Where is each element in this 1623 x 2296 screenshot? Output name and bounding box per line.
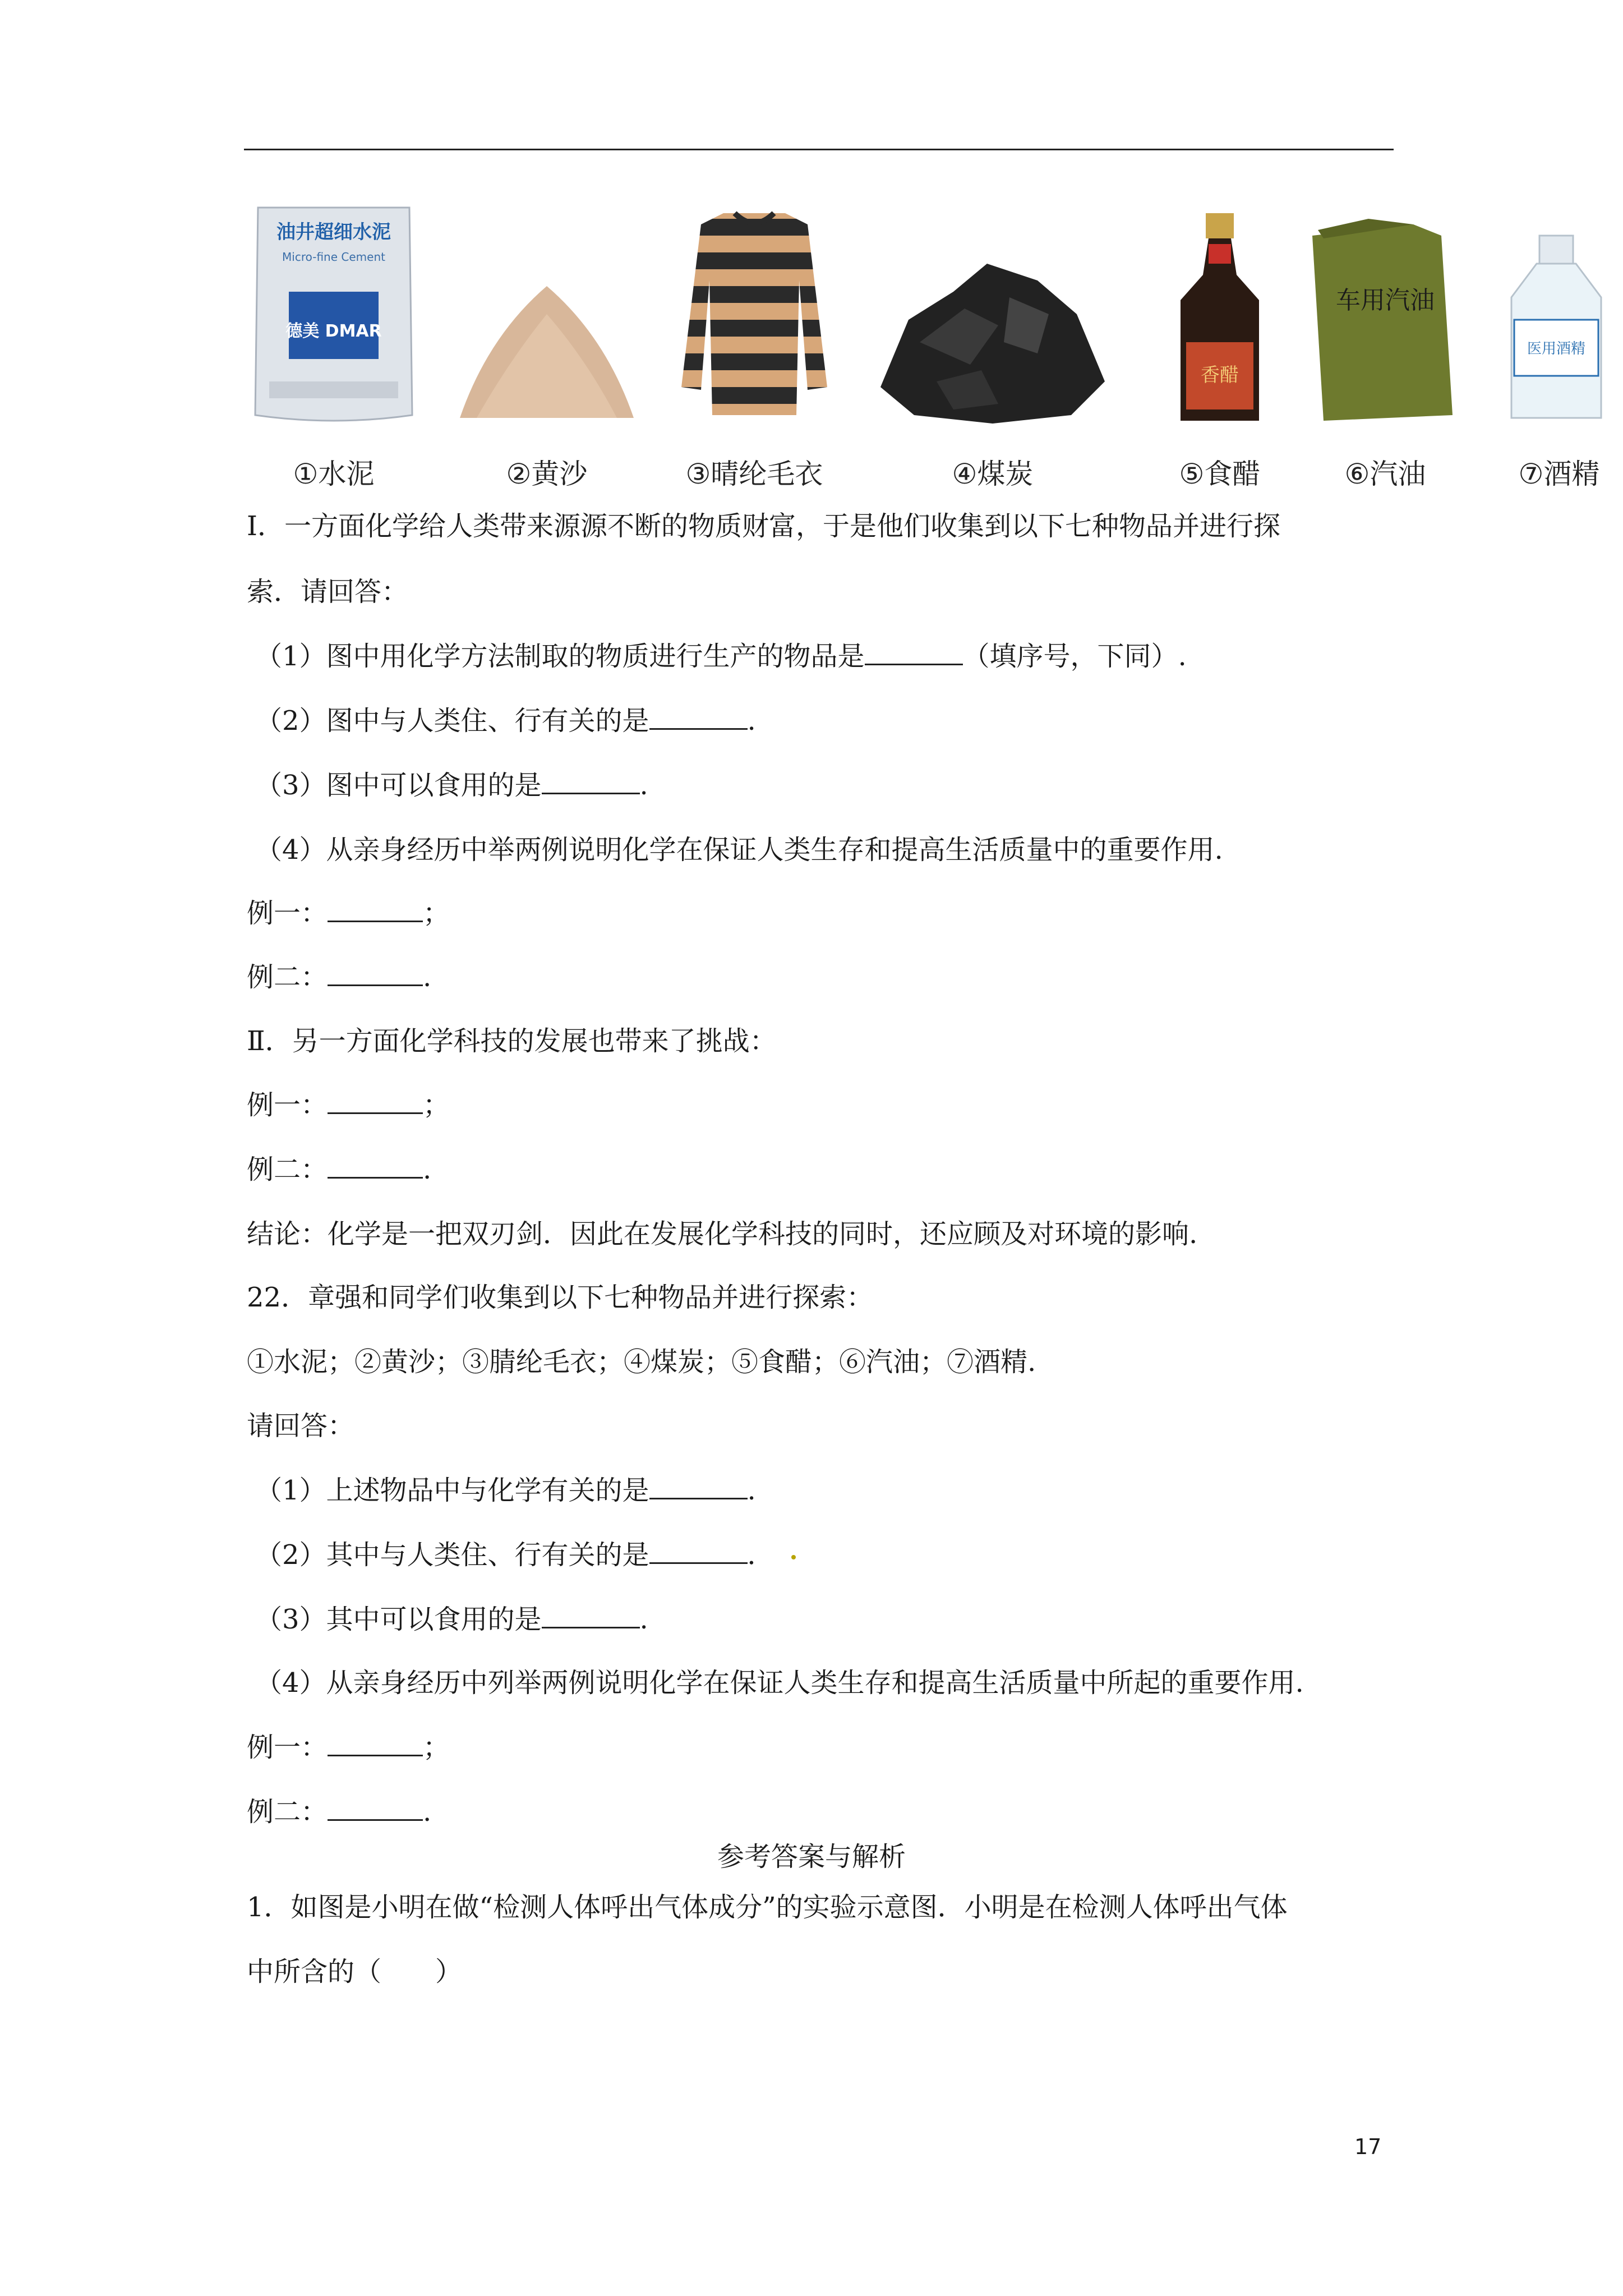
question-text: （填序号，下同）. <box>962 641 1187 672</box>
punctuation: ； <box>423 898 450 929</box>
item-sweater <box>656 202 852 505</box>
section2-conclusion: 结论：化学是一把双刃剑．因此在发展化学科技的同时，还应顾及对环境的影响. <box>247 1218 1198 1250</box>
section2-example-2 <box>247 1153 431 1186</box>
punctuation: . <box>423 961 432 993</box>
question-text: （2）图中与人类住、行有关的是 <box>255 705 649 737</box>
answer-blank[interactable] <box>865 641 963 665</box>
item-cement <box>241 202 426 505</box>
alcohol-bottle-image <box>1497 202 1621 432</box>
section2-intro: Ⅱ．另一方面化学科技的发展也带来了挑战： <box>247 1025 777 1057</box>
section1-intro-a: Ⅰ．一方面化学给人类带来源源不断的物质财富，于是他们收集到以下七种物品并进行探 <box>247 510 1280 542</box>
answer-blank[interactable] <box>542 1604 640 1628</box>
question-text: . <box>639 1604 648 1635</box>
item-label: ②黄沙 <box>506 458 588 490</box>
answer-blank[interactable] <box>328 1154 423 1179</box>
answer-blank[interactable] <box>328 962 423 986</box>
answer-blank[interactable] <box>542 770 640 794</box>
item-alcohol <box>1497 202 1621 505</box>
question-text: （3）其中可以食用的是 <box>255 1604 542 1635</box>
q22-q1 <box>255 1474 756 1507</box>
svg-text:油井超细水泥: 油井超细水泥 <box>276 221 391 243</box>
svg-text:Micro-fine Cement: Micro-fine Cement <box>282 250 385 264</box>
svg-text:德美 DMAR: 德美 DMAR <box>285 321 382 341</box>
question-text: （1）上述物品中与化学有关的是 <box>255 1475 649 1506</box>
section2-example-1 <box>247 1088 450 1122</box>
question-text: . <box>639 770 648 801</box>
q22-ask: 请回答： <box>247 1410 355 1442</box>
answers-heading: 参考答案与解析 <box>717 1841 906 1872</box>
items-figure <box>241 202 1621 505</box>
item-label: ⑦酒精 <box>1518 458 1600 490</box>
item-label: ④煤炭 <box>952 458 1034 490</box>
sweater-image <box>656 202 852 432</box>
answer-blank[interactable] <box>328 1797 423 1821</box>
section1-q2 <box>255 704 756 738</box>
svg-text:香醋: 香醋 <box>1201 364 1239 386</box>
q22-example-1 <box>247 1731 450 1764</box>
sand-pile-image <box>454 202 639 432</box>
section1-q4: （4）从亲身经历中举两例说明化学在保证人类生存和提高生活质量中的重要作用. <box>255 834 1223 866</box>
q22-q3 <box>255 1603 648 1636</box>
answer-blank[interactable] <box>649 1475 748 1499</box>
answer-blank[interactable] <box>328 1090 423 1114</box>
punctuation: . <box>423 1154 432 1185</box>
item-label: ⑤食醋 <box>1179 458 1261 490</box>
example-label: 例二： <box>247 961 328 993</box>
item-label: ⑥汽油 <box>1344 458 1426 490</box>
punctuation: . <box>423 1796 432 1828</box>
question-text: （3）图中可以食用的是 <box>255 770 542 801</box>
item-label: ①水泥 <box>293 458 375 490</box>
fuel-can-image <box>1301 202 1469 432</box>
q22-q2 <box>255 1538 796 1572</box>
q22-item-list: ①水泥；②黄沙；③腈纶毛衣；④煤炭；⑤食醋；⑥汽油；⑦酒精. <box>247 1346 1036 1378</box>
item-gasoline <box>1301 202 1469 505</box>
answer-blank[interactable] <box>649 1540 748 1564</box>
item-sand <box>454 202 639 505</box>
answers-q1-line-a: 1．如图是小明在做“检测人体呼出气体成分”的实验示意图．小明是在检测人体呼出气体 <box>247 1892 1288 1923</box>
answer-blank[interactable] <box>328 1732 423 1756</box>
example-label: 例二： <box>247 1796 328 1828</box>
cement-bag-image <box>241 202 426 432</box>
punctuation: ； <box>423 1089 450 1121</box>
coal-image <box>869 202 1116 432</box>
section1-example-1 <box>247 896 450 930</box>
answer-blank[interactable] <box>649 706 748 730</box>
section1-q1 <box>255 639 1187 673</box>
svg-text:医用酒精: 医用酒精 <box>1527 341 1586 357</box>
example-label: 例一： <box>247 898 328 929</box>
page-number: 17 <box>1354 2134 1382 2159</box>
header-rule <box>244 149 1394 150</box>
answer-blank[interactable] <box>328 898 423 922</box>
item-vinegar <box>1155 202 1284 505</box>
section1-intro-b: 索．请回答： <box>247 576 409 608</box>
question-text: . <box>747 1475 756 1506</box>
question-text: （2）其中与人类住、行有关的是 <box>255 1539 649 1571</box>
item-coal <box>869 202 1116 505</box>
example-label: 例一： <box>247 1089 328 1121</box>
question-text: ． <box>747 1539 774 1571</box>
punctuation: ； <box>423 1732 450 1763</box>
question-text: （1）图中用化学方法制取的物质进行生产的物品是 <box>255 641 865 672</box>
q22-title: 22．章强和同学们收集到以下七种物品并进行探索： <box>247 1282 874 1313</box>
section1-example-2 <box>247 960 431 994</box>
item-label: ③晴纶毛衣 <box>685 458 823 490</box>
q22-example-2 <box>247 1795 431 1829</box>
stray-dot <box>791 1555 796 1559</box>
vinegar-bottle-image <box>1155 202 1284 432</box>
svg-text:车用汽油: 车用汽油 <box>1336 286 1435 315</box>
answers-q1-line-b: 中所含的（ ） <box>247 1956 463 1987</box>
question-text: . <box>747 705 756 737</box>
example-label: 例一： <box>247 1732 328 1763</box>
q22-q4: （4）从亲身经历中列举两例说明化学在保证人类生存和提高生活质量中所起的重要作用. <box>255 1667 1304 1699</box>
example-label: 例二： <box>247 1154 328 1185</box>
section1-q3 <box>255 769 648 802</box>
